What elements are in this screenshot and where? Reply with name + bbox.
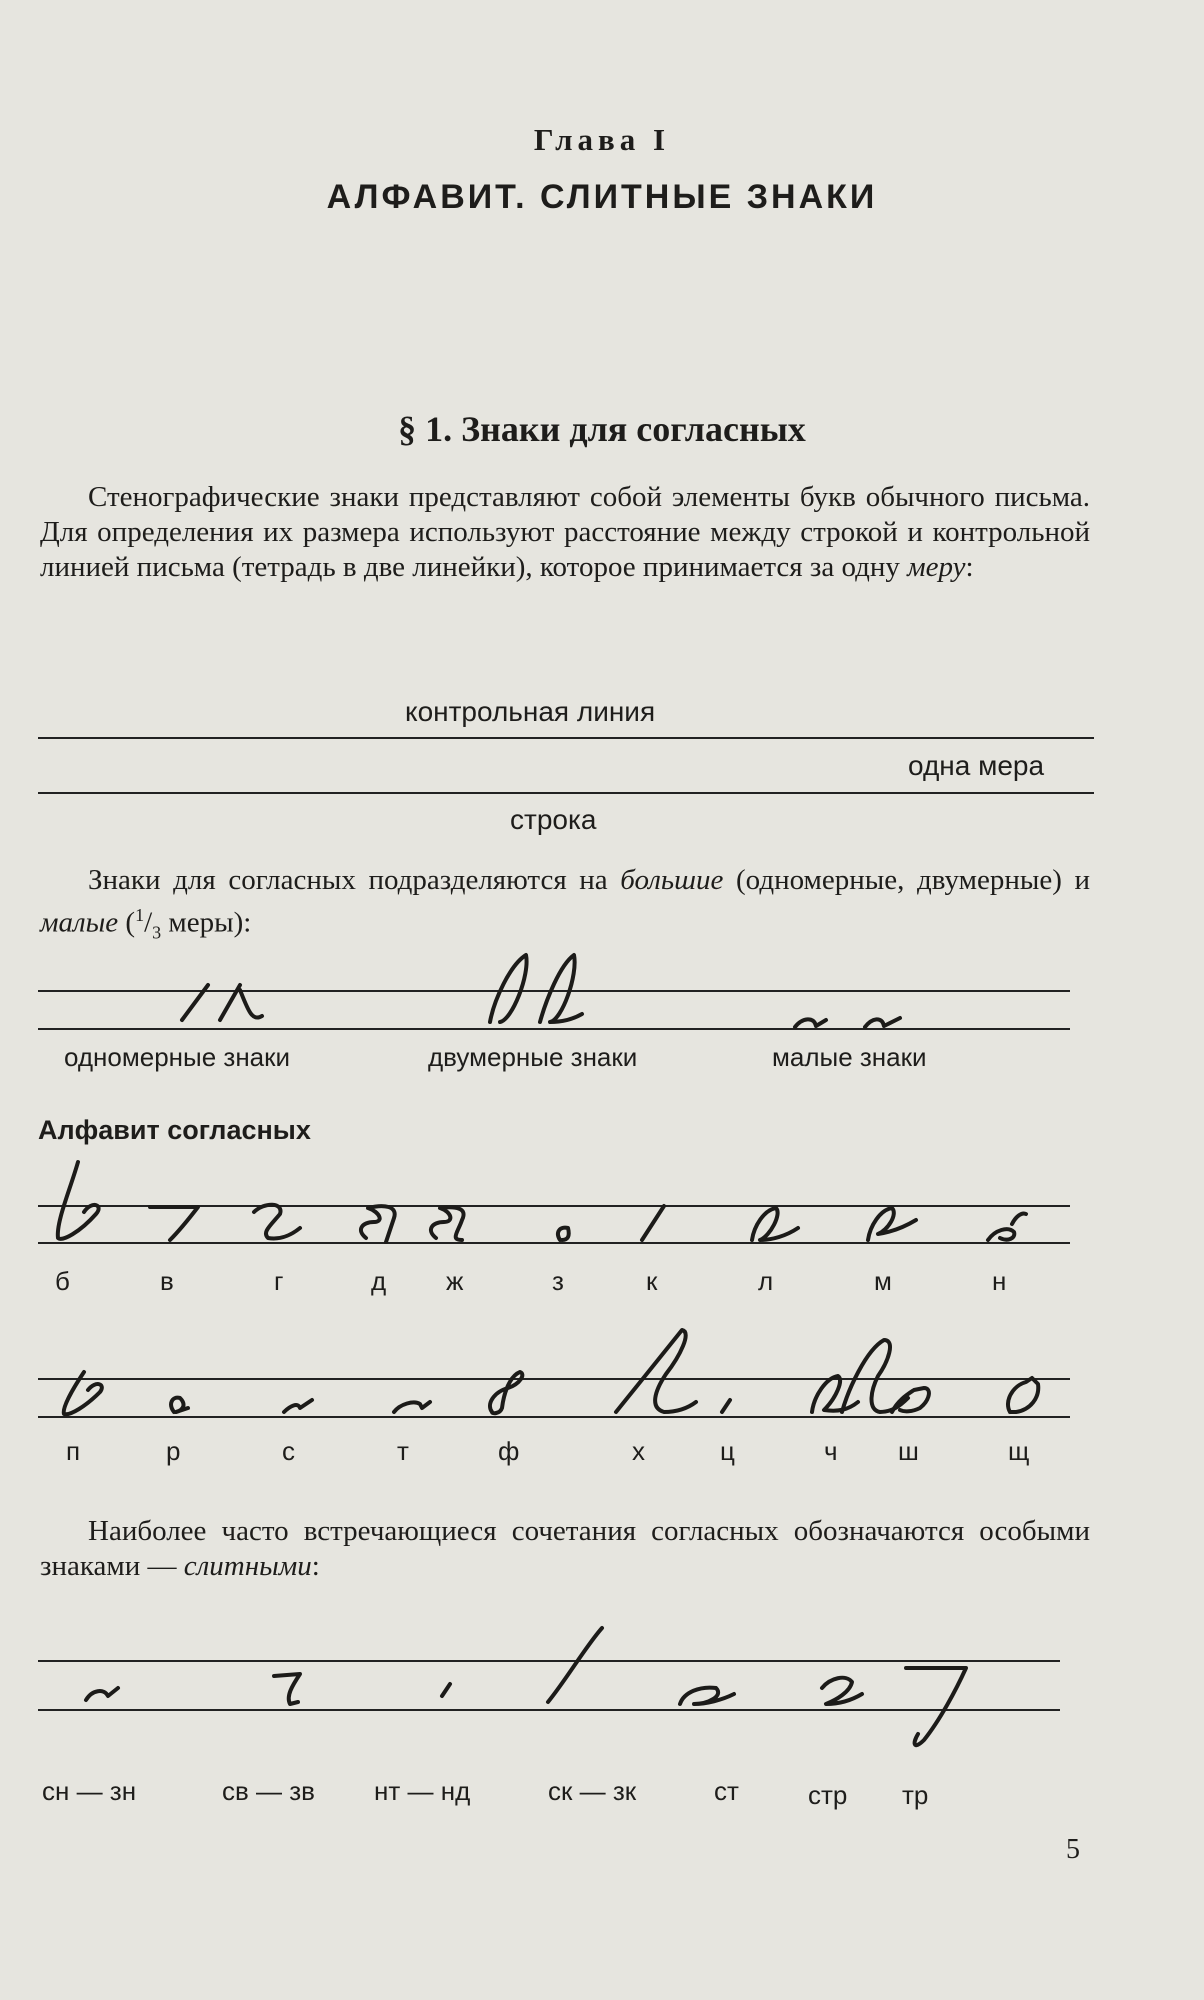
merged-paragraph: Наиболее часто встречающиеся сочетания согласных обозначаются особыми знаками — слитными: bbox=[40, 1515, 1090, 1582]
emphasis-malye: малые bbox=[40, 906, 119, 939]
page-number: 5 bbox=[1066, 1834, 1080, 1865]
merged-label: ст bbox=[714, 1776, 739, 1806]
letter-label: х bbox=[632, 1436, 645, 1466]
alphabet-row2-signs bbox=[64, 1330, 1039, 1414]
sizes-label: двумерные знаки bbox=[428, 1042, 638, 1072]
fraction-numerator: 1 bbox=[135, 905, 145, 925]
letter-label: к bbox=[646, 1266, 658, 1296]
merged-label: ск — зк bbox=[548, 1776, 637, 1806]
alphabet-heading: Алфавит согласных bbox=[38, 1115, 311, 1145]
letter-label: ж bbox=[446, 1266, 464, 1296]
merged-label: св — зв bbox=[222, 1776, 315, 1806]
letter-label: м bbox=[874, 1266, 892, 1296]
emphasis-slitnymi: слитными bbox=[183, 1550, 312, 1582]
alphabet-row1-signs bbox=[58, 1162, 1026, 1242]
sizes-paragraph: Знаки для согласных подразделяются на большие (одномерные, двумерные) и малые ($^1/_3$ меры): bbox=[40, 864, 1090, 943]
letter-label: п bbox=[66, 1436, 81, 1466]
intro-paragraph: Стенографические знаки представляют собой элементы букв обычного письма. Для определения их размера используют расстояние между строкой и контрольной линией письма (тетрадь в две линейки), которое принимается за одну меру: bbox=[40, 481, 1090, 583]
two-measure-signs bbox=[490, 955, 582, 1022]
emphasis-meru: меру bbox=[907, 551, 966, 583]
one-measure-label: одна мера bbox=[908, 750, 1045, 781]
merged-label: стр bbox=[808, 1780, 848, 1810]
letter-label: н bbox=[992, 1266, 1007, 1296]
chapter-title: АЛФАВИТ. СЛИТНЫЕ ЗНАКИ bbox=[326, 178, 878, 216]
letter-label: ч bbox=[824, 1436, 838, 1466]
letter-label: з bbox=[552, 1266, 564, 1296]
fraction-denominator: 3 bbox=[152, 922, 162, 943]
section-title: § 1. Знаки для согласных bbox=[398, 409, 806, 449]
merged-label: сн — зн bbox=[42, 1776, 137, 1806]
chapter-label: Глава I bbox=[533, 122, 671, 157]
letter-label: ш bbox=[898, 1436, 919, 1466]
small-signs bbox=[795, 1018, 900, 1027]
sizes-label: одномерные знаки bbox=[64, 1042, 291, 1072]
letter-label: с bbox=[282, 1436, 295, 1466]
letter-label: ц bbox=[720, 1436, 735, 1466]
merged-signs bbox=[86, 1628, 966, 1745]
merged-label: тр bbox=[902, 1780, 929, 1810]
line-label: строка bbox=[510, 804, 597, 835]
sizes-label: малые знаки bbox=[772, 1042, 927, 1072]
letter-label: л bbox=[758, 1266, 774, 1296]
letter-label: ф bbox=[498, 1436, 520, 1466]
letter-label: б bbox=[55, 1266, 70, 1296]
letter-label: щ bbox=[1008, 1436, 1030, 1466]
letter-label: т bbox=[397, 1436, 409, 1466]
one-measure-signs bbox=[182, 985, 262, 1020]
letter-label: г bbox=[274, 1266, 284, 1296]
letter-label: в bbox=[160, 1266, 174, 1296]
merged-label: нт — нд bbox=[374, 1776, 471, 1806]
emphasis-bolshie: большие bbox=[620, 864, 724, 896]
control-line-label: контрольная линия bbox=[405, 696, 656, 727]
letter-label: д bbox=[371, 1266, 387, 1296]
letter-label: р bbox=[166, 1436, 181, 1466]
